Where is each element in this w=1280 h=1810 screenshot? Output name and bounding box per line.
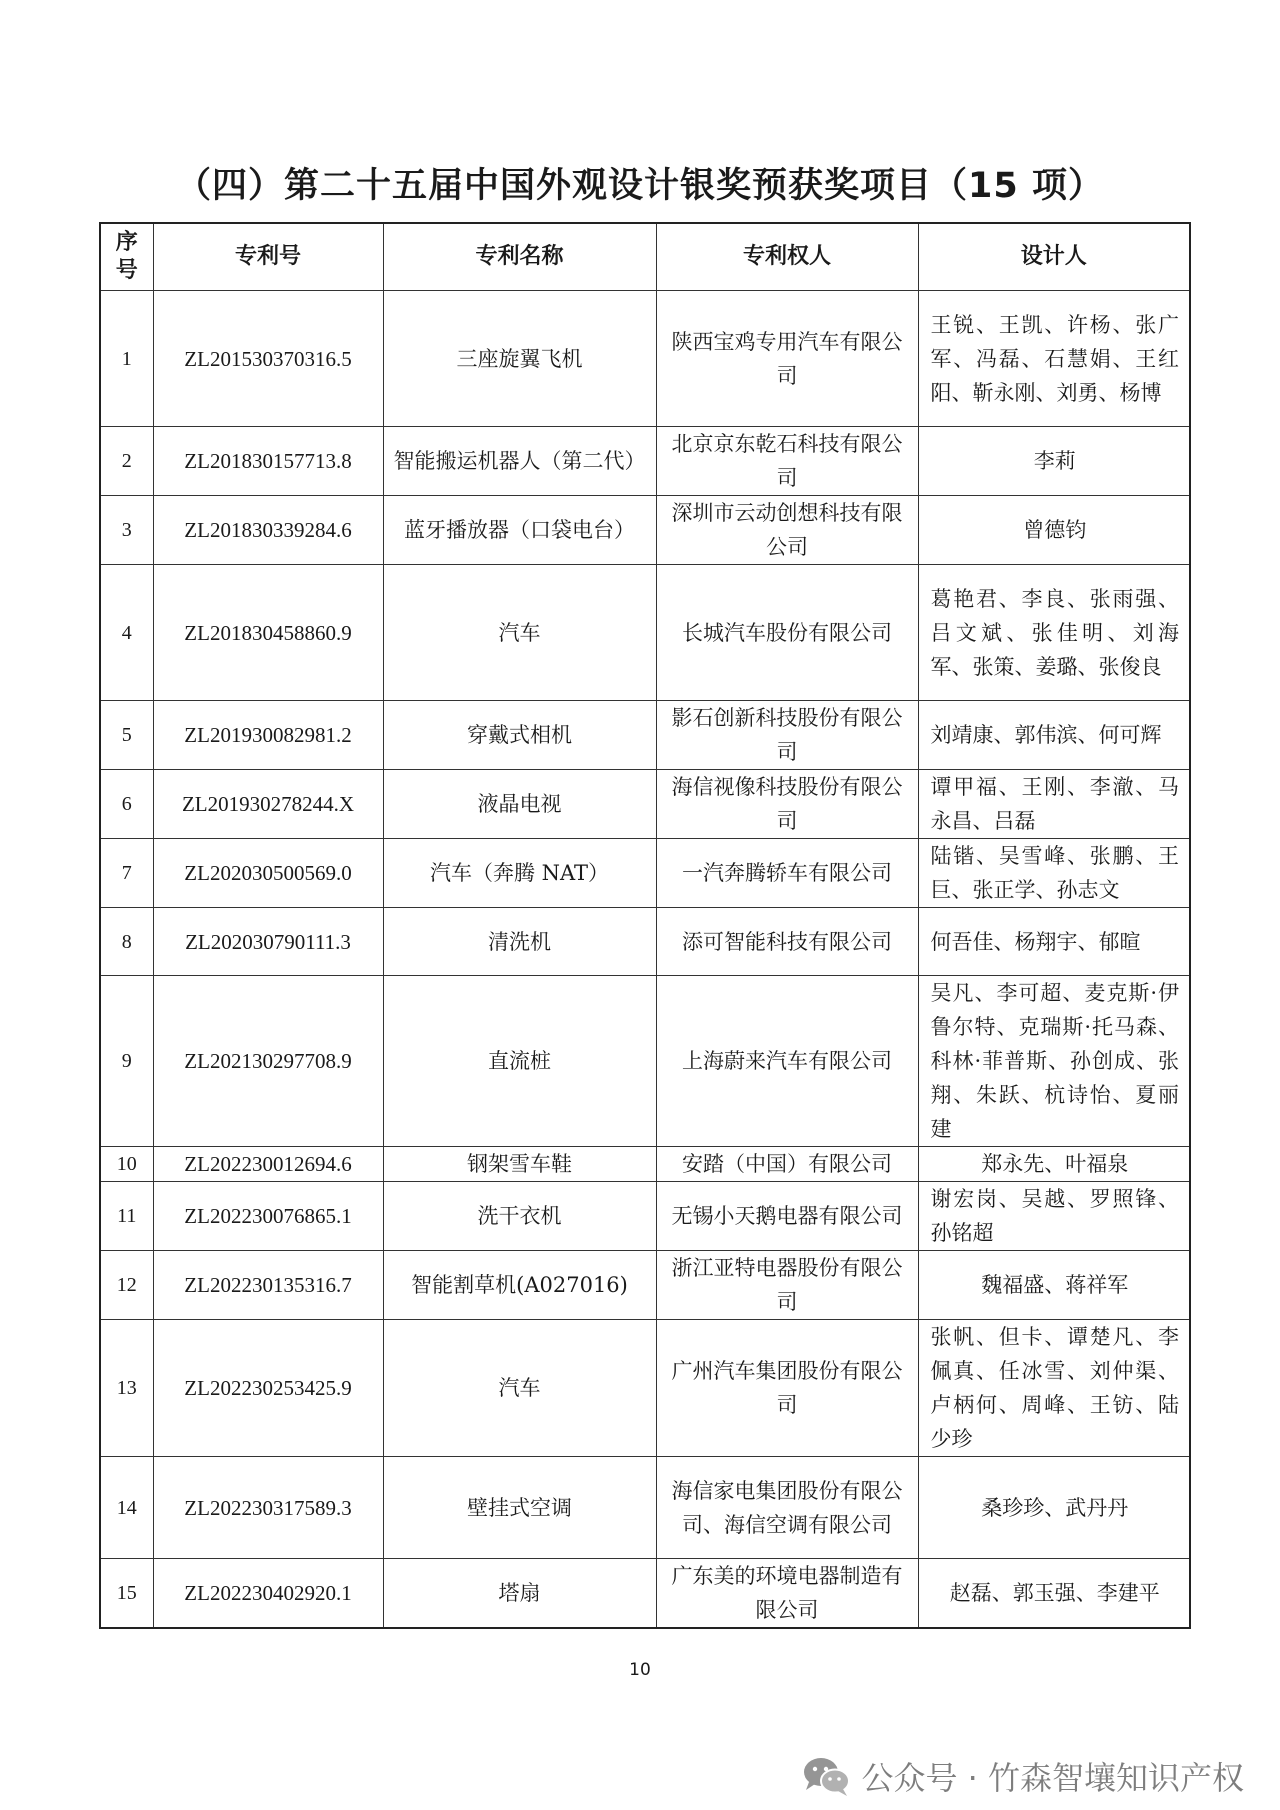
header-patent-no: 专利号 (153, 223, 383, 291)
table-header-row (100, 223, 1190, 291)
wechat-icon (801, 1754, 853, 1798)
cell-designer: 郑永先、叶福泉 (918, 1147, 1190, 1182)
cell-holder: 海信视像科技股份有限公司 (656, 770, 918, 839)
cell-designer: 葛艳君、李良、张雨强、吕文斌、张佳明、刘海军、张策、姜璐、张俊良 (918, 565, 1190, 701)
table-row (100, 1251, 1190, 1320)
cell-patent-name: 智能割草机(A027016) (383, 1251, 656, 1320)
cell-seq: 9 (100, 976, 153, 1147)
cell-holder: 浙江亚特电器股份有限公司 (656, 1251, 918, 1320)
cell-patent-name: 洗干衣机 (383, 1182, 656, 1251)
cell-patent-name: 清洗机 (383, 908, 656, 976)
cell-patent-no: ZL202230253425.9 (153, 1320, 383, 1457)
cell-seq: 1 (100, 291, 153, 427)
cell-patent-name: 穿戴式相机 (383, 701, 656, 770)
awards-table (99, 222, 1191, 1629)
cell-designer: 张帆、但卡、谭楚凡、李佩真、任冰雪、刘仲渠、卢柄何、周峰、王钫、陆少珍 (918, 1320, 1190, 1457)
cell-patent-no: ZL201830157713.8 (153, 427, 383, 496)
cell-seq: 10 (100, 1147, 153, 1182)
table-row (100, 427, 1190, 496)
watermark (801, 1753, 1244, 1799)
cell-designer: 吴凡、李可超、麦克斯·伊鲁尔特、克瑞斯·托马森、科林·菲普斯、孙创成、张翔、朱跃、杭诗怡、夏丽建 (918, 976, 1190, 1147)
table-row (100, 701, 1190, 770)
table-row (100, 291, 1190, 427)
header-holder: 专利权人 (656, 223, 918, 291)
table-row (100, 1182, 1190, 1251)
cell-patent-name: 直流桩 (383, 976, 656, 1147)
watermark-text: 公众号 · 竹森智壤知识产权 (861, 1759, 1244, 1797)
cell-designer: 谭甲福、王刚、李澈、马永昌、吕磊 (918, 770, 1190, 839)
table-row (100, 565, 1190, 701)
cell-holder: 添可智能科技有限公司 (656, 908, 918, 976)
table-row (100, 1320, 1190, 1457)
cell-designer: 谢宏岗、吴越、罗照锋、孙铭超 (918, 1182, 1190, 1251)
cell-holder: 广州汽车集团股份有限公司 (656, 1320, 918, 1457)
cell-seq: 11 (100, 1182, 153, 1251)
cell-holder: 北京京东乾石科技有限公司 (656, 427, 918, 496)
cell-holder: 影石创新科技股份有限公司 (656, 701, 918, 770)
cell-seq: 4 (100, 565, 153, 701)
table-row (100, 839, 1190, 908)
table-row (100, 976, 1190, 1147)
cell-patent-no: ZL201930082981.2 (153, 701, 383, 770)
cell-holder: 上海蔚来汽车有限公司 (656, 976, 918, 1147)
cell-patent-name: 液晶电视 (383, 770, 656, 839)
header-patent-name: 专利名称 (383, 223, 656, 291)
cell-patent-no: ZL201830339284.6 (153, 496, 383, 565)
cell-seq: 2 (100, 427, 153, 496)
cell-patent-name: 壁挂式空调 (383, 1457, 656, 1559)
table-row (100, 770, 1190, 839)
cell-patent-no: ZL202230317589.3 (153, 1457, 383, 1559)
cell-designer: 赵磊、郭玉强、李建平 (918, 1559, 1190, 1629)
cell-patent-no: ZL202230012694.6 (153, 1147, 383, 1182)
cell-seq: 6 (100, 770, 153, 839)
cell-patent-no: ZL201530370316.5 (153, 291, 383, 427)
page-title: （四）第二十五届中国外观设计银奖预获奖项目（15 项） (176, 166, 1104, 206)
cell-patent-name: 汽车（奔腾 NAT） (383, 839, 656, 908)
cell-holder: 深圳市云动创想科技有限公司 (656, 496, 918, 565)
cell-patent-no: ZL201830458860.9 (153, 565, 383, 701)
cell-seq: 15 (100, 1559, 153, 1629)
cell-designer: 桑珍珍、武丹丹 (918, 1457, 1190, 1559)
cell-seq: 14 (100, 1457, 153, 1559)
cell-patent-no: ZL202230402920.1 (153, 1559, 383, 1629)
cell-patent-no: ZL201930278244.X (153, 770, 383, 839)
cell-holder: 广东美的环境电器制造有限公司 (656, 1559, 918, 1629)
cell-seq: 3 (100, 496, 153, 565)
cell-patent-name: 智能搬运机器人（第二代） (383, 427, 656, 496)
cell-seq: 12 (100, 1251, 153, 1320)
cell-patent-name: 汽车 (383, 565, 656, 701)
table-row (100, 1457, 1190, 1559)
cell-holder: 海信家电集团股份有限公司、海信空调有限公司 (656, 1457, 918, 1559)
cell-holder: 安踏（中国）有限公司 (656, 1147, 918, 1182)
cell-patent-name: 塔扇 (383, 1559, 656, 1629)
cell-patent-no: ZL202230135316.7 (153, 1251, 383, 1320)
cell-patent-no: ZL202230076865.1 (153, 1182, 383, 1251)
cell-seq: 5 (100, 701, 153, 770)
cell-patent-name: 钢架雪车鞋 (383, 1147, 656, 1182)
cell-patent-no: ZL202030500569.0 (153, 839, 383, 908)
page-number: 10 (629, 1660, 651, 1680)
cell-patent-name: 三座旋翼飞机 (383, 291, 656, 427)
cell-designer: 刘靖康、郭伟滨、何可辉 (918, 701, 1190, 770)
cell-patent-name: 汽车 (383, 1320, 656, 1457)
cell-designer: 李莉 (918, 427, 1190, 496)
cell-designer: 何吾佳、杨翔宇、郁暄 (918, 908, 1190, 976)
cell-designer: 曾德钧 (918, 496, 1190, 565)
cell-seq: 13 (100, 1320, 153, 1457)
cell-seq: 7 (100, 839, 153, 908)
table-row (100, 496, 1190, 565)
cell-holder: 陕西宝鸡专用汽车有限公司 (656, 291, 918, 427)
table-row (100, 908, 1190, 976)
cell-holder: 一汽奔腾轿车有限公司 (656, 839, 918, 908)
header-seq: 序号 (100, 223, 153, 291)
table-row (100, 1147, 1190, 1182)
cell-seq: 8 (100, 908, 153, 976)
cell-designer: 魏福盛、蒋祥军 (918, 1251, 1190, 1320)
cell-patent-name: 蓝牙播放器（口袋电台） (383, 496, 656, 565)
table-row (100, 1559, 1190, 1629)
cell-holder: 无锡小天鹅电器有限公司 (656, 1182, 918, 1251)
cell-patent-no: ZL202030790111.3 (153, 908, 383, 976)
header-designer: 设计人 (918, 223, 1190, 291)
cell-designer: 王锐、王凯、许杨、张广军、冯磊、石慧娟、王红阳、靳永刚、刘勇、杨博 (918, 291, 1190, 427)
cell-holder: 长城汽车股份有限公司 (656, 565, 918, 701)
cell-designer: 陆锴、吴雪峰、张鹏、王巨、张正学、孙志文 (918, 839, 1190, 908)
cell-patent-no: ZL202130297708.9 (153, 976, 383, 1147)
